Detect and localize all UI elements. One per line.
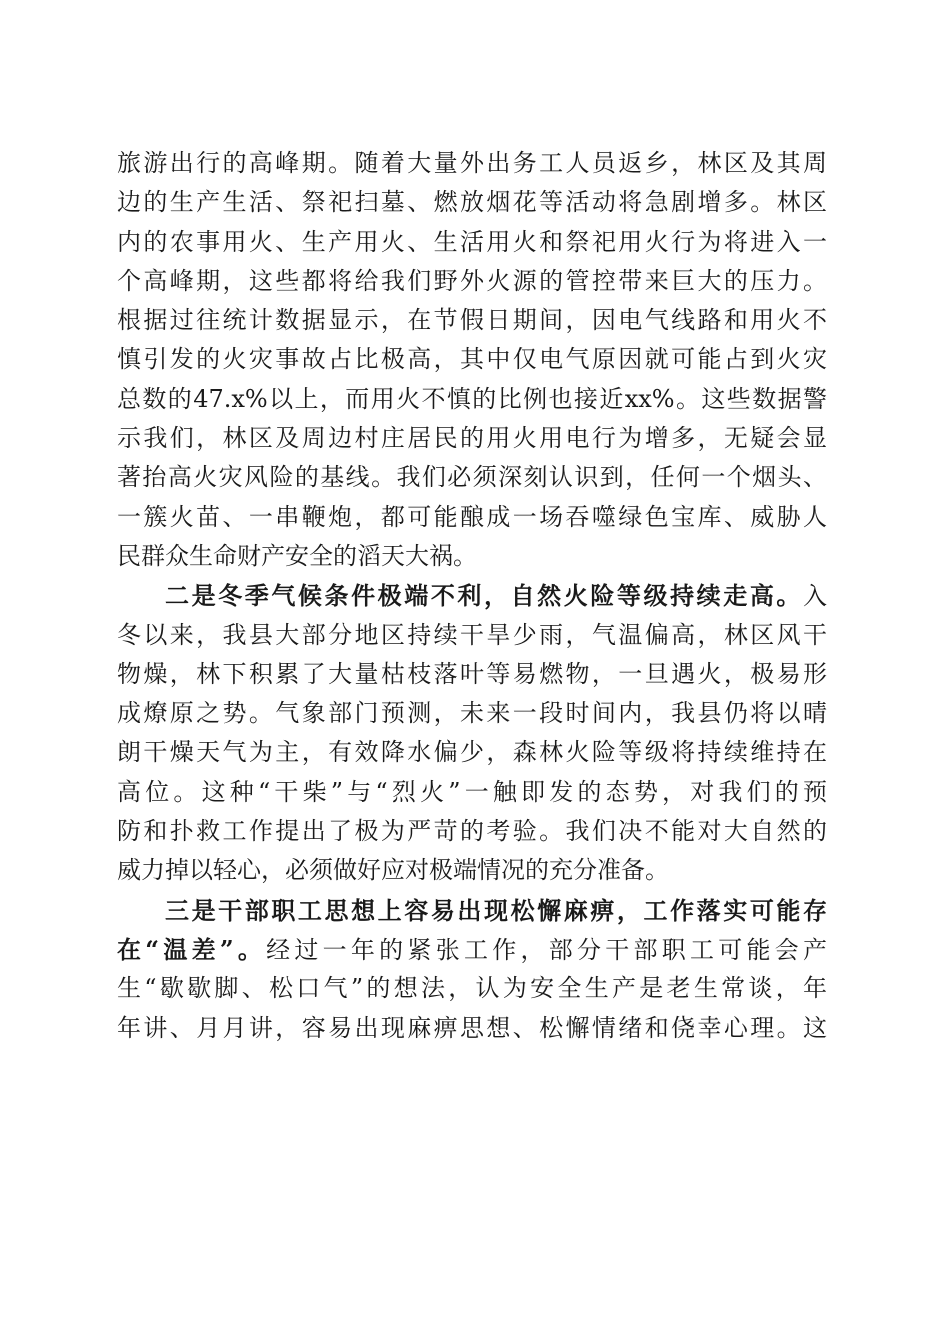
text-line: 朗干燥天气为主，有效降水偏少，森林火险等级将持续维持在 bbox=[117, 738, 827, 767]
text-line: 边的生产生活、祭祀扫墓、燃放烟花等活动将急剧增多。林区 bbox=[117, 188, 827, 217]
text-line: 物燥，林下积累了大量枯枝落叶等易燃物，一旦遇火，极易形 bbox=[117, 659, 827, 688]
paragraph-2 bbox=[117, 576, 827, 890]
text-line: 高位。这种“干柴”与“烈火”一触即发的态势，对我们的预 bbox=[117, 777, 827, 806]
paragraph-heading-line bbox=[117, 930, 827, 969]
text-line: 生“歇歇脚、松口气”的想法，认为安全生产是老生常谈，年 bbox=[117, 974, 827, 1003]
text-line: 个高峰期，这些都将给我们野外火源的管控带来巨大的压力。 bbox=[117, 266, 827, 295]
heading-line-tail: 经过一年的紧张工作，部分干部职工可能会产 bbox=[266, 935, 827, 964]
document-body bbox=[117, 144, 827, 1048]
text-line: 一簇火苗、一串鞭炮，都可能酿成一场吞噬绿色宝库、威胁人 bbox=[117, 502, 827, 531]
paragraph-heading: 二是冬季气候条件极端不利，自然火险等级持续走高。 bbox=[165, 581, 803, 611]
text-line: 慎引发的火灾事故占比极高，其中仅电气原因就可能占到火灾 bbox=[117, 345, 827, 374]
text-line: 旅游出行的高峰期。随着大量外出务工人员返乡，林区及其周 bbox=[117, 149, 827, 177]
paragraph-heading-line bbox=[117, 576, 827, 615]
paragraph-heading: 三是干部职工思想上容易出现松懈麻痹，工作落实可能存 bbox=[165, 895, 827, 925]
text-line: 著抬高火灾风险的基线。我们必须深刻认识到，任何一个烟头、 bbox=[117, 463, 827, 492]
text-line: 内的农事用火、生产用火、生活用火和祭祀用火行为将进入一 bbox=[117, 227, 827, 256]
paragraph-3 bbox=[117, 891, 827, 1048]
text-line: 总数的47.x%以上，而用火不慎的比例也接近xx%。这些数据警 bbox=[117, 384, 827, 413]
text-line: 年讲、月月讲，容易出现麻痹思想、松懈情绪和侥幸心理。这 bbox=[117, 1013, 827, 1042]
text-line: 威力掉以轻心，必须做好应对极端情况的充分准备。 bbox=[117, 856, 669, 885]
text-line: 成燎原之势。气象部门预测，未来一段时间内，我县仍将以晴 bbox=[117, 699, 827, 728]
paragraph-heading-continued: 在“温差”。 bbox=[117, 934, 267, 964]
paragraph-1 bbox=[117, 144, 827, 576]
text-line: 示我们，林区及周边村庄居民的用火用电行为增多，无疑会显 bbox=[117, 424, 827, 453]
text-line: 冬以来，我县大部分地区持续干旱少雨，气温偏高，林区风干 bbox=[117, 620, 827, 649]
text-line: 根据过往统计数据显示，在节假日期间，因电气线路和用火不 bbox=[117, 306, 827, 335]
text-line: 防和扑救工作提出了极为严苛的考验。我们决不能对大自然的 bbox=[117, 817, 827, 846]
heading-line-tail: 入 bbox=[803, 582, 827, 611]
text-line: 民群众生命财产安全的滔天大祸。 bbox=[117, 541, 477, 570]
